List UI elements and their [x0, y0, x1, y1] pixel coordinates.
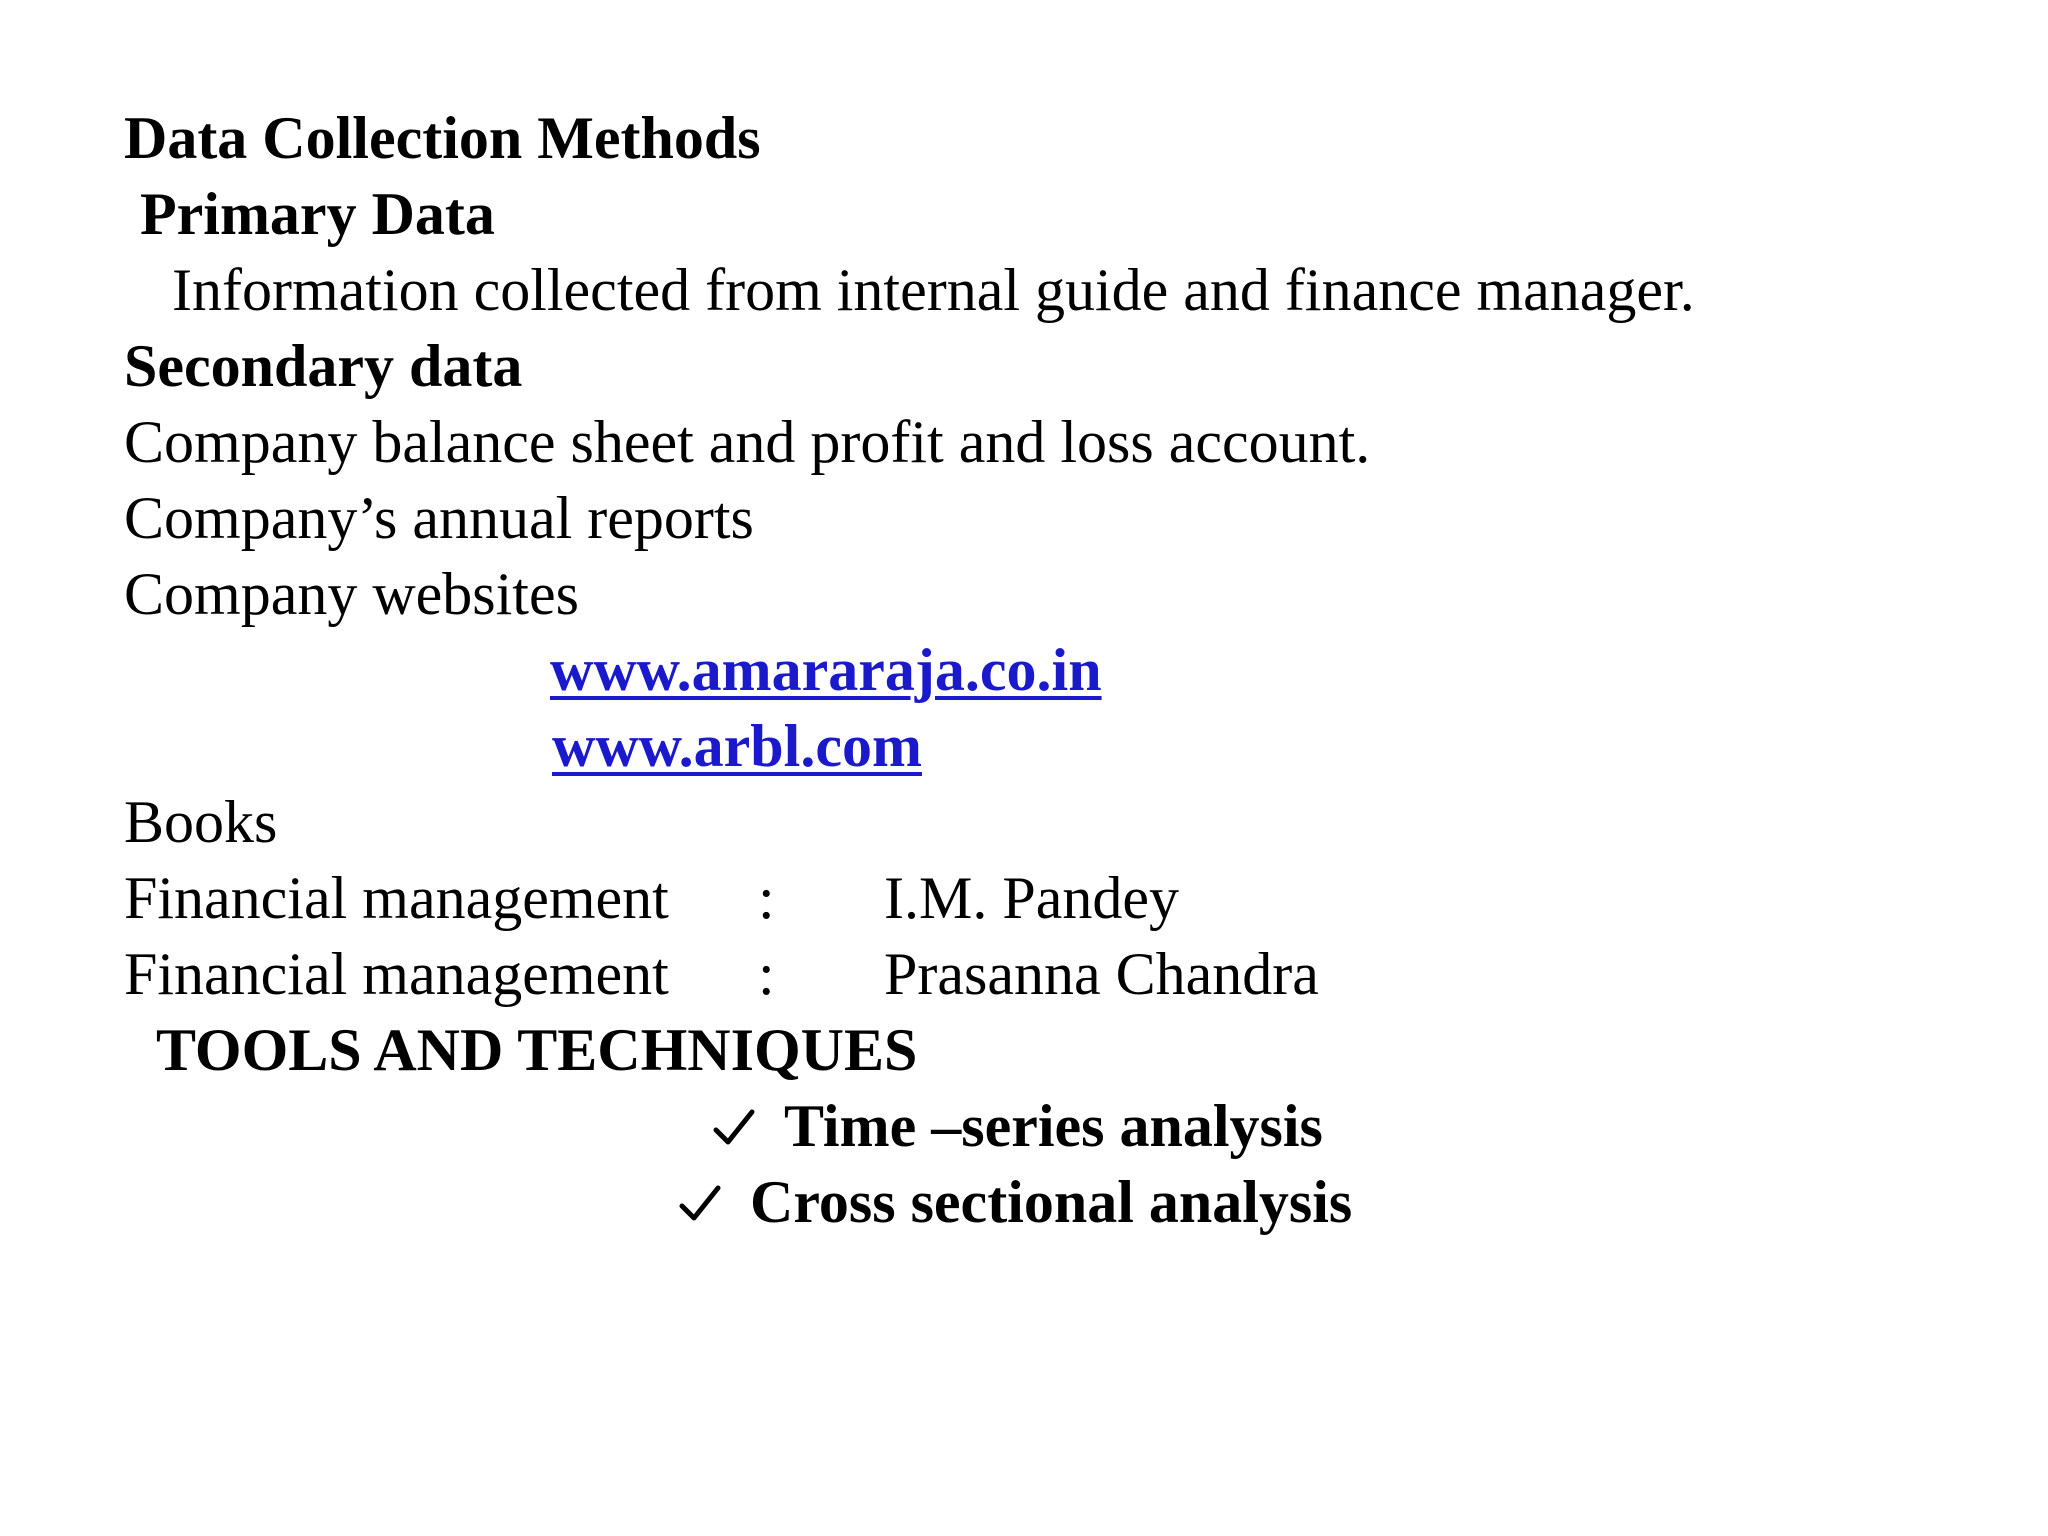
primary-data-text: Information collected from internal guide and finance manager. — [172, 257, 1695, 323]
tools-item-cross-sectional — [678, 1164, 1352, 1240]
tools-item-label: Time –series analysis — [784, 1093, 1323, 1159]
secondary-data-title: Secondary data — [124, 333, 523, 399]
tools-item-label: Cross sectional analysis — [750, 1169, 1353, 1235]
secondary-item-annual-reports: Company’s annual reports — [124, 485, 754, 551]
website-link-amararaja[interactable]: www.amararaja.co.in — [550, 637, 1102, 703]
tools-item-time-series — [712, 1088, 1323, 1164]
book-entry — [124, 860, 1324, 936]
checkmark-icon — [678, 1182, 722, 1226]
book-subject: Financial management — [124, 865, 669, 931]
book-author: I.M. Pandey — [884, 865, 1179, 931]
book-subject: Financial management — [124, 941, 669, 1007]
tools-title: TOOLS AND TECHNIQUES — [156, 1017, 918, 1083]
book-author: Prasanna Chandra — [884, 941, 1319, 1007]
book-entry — [124, 936, 1324, 1012]
secondary-item-websites: Company websites — [124, 561, 579, 627]
secondary-item-balance-sheet: Company balance sheet and profit and loss account. — [124, 409, 1371, 475]
book-separator: : — [758, 865, 775, 931]
page-title: Data Collection Methods — [124, 105, 761, 171]
checkmark-icon — [712, 1106, 756, 1150]
books-title: Books — [124, 789, 278, 855]
primary-data-title: Primary Data — [140, 181, 495, 247]
website-link-arbl[interactable]: www.arbl.com — [552, 713, 922, 779]
book-separator: : — [758, 941, 775, 1007]
